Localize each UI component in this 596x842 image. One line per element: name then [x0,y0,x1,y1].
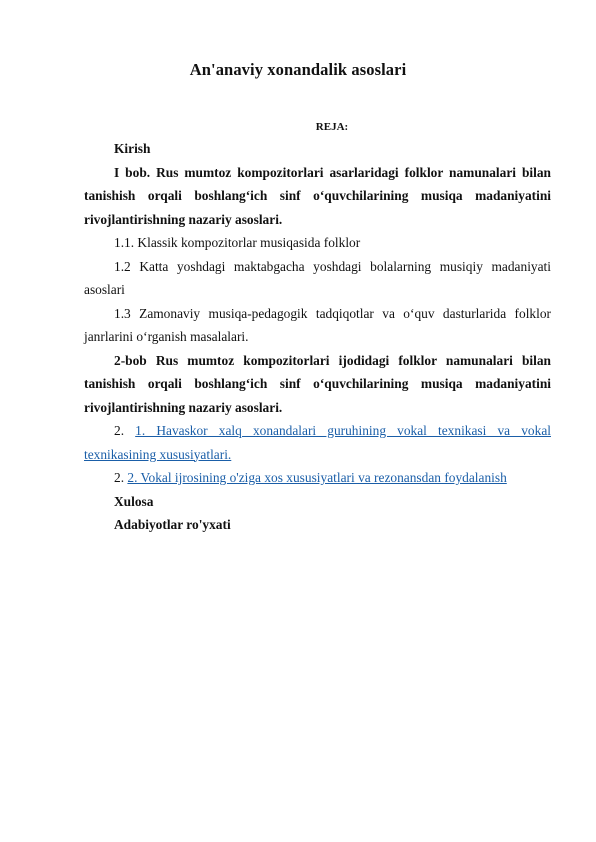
section-2-2-link[interactable]: 2. Vokal ijrosining o'ziga xos xususiyatlari va rezonansdan foydalanish [127,470,507,485]
plan-item-references: Adabiyotlar ro'yxati [114,517,231,532]
plan-item-chapter-1: I bob. Rus mumtoz kompozitorlari asarlaridagi folklor namunalari bilan tanishish orqali boshlang‘ich sinf o‘quvchilarining musiqa madaniyatini rivojlantirishning nazariy asoslari. [84,164,551,227]
plan-heading: REJA: [315,121,349,133]
plan-item-intro: Kirish [114,141,151,156]
plan-item-conclusion: Xulosa [114,493,154,509]
plan-item-section-2-1 [84,419,551,466]
plan-item-chapter-2: 2-bob Rus mumtoz kompozitorlari ijodidagi folklor namunalari bilan tanishish orqali boshlang‘ich sinf o‘quvchilarining musiqa madaniyatini rivojlantirishning nazariy asoslari. [84,352,551,415]
section-2-1-prefix: 2. [114,423,125,438]
plan-list [84,137,551,537]
plan-item-section-1-1: 1.1. Klassik kompozitorlar musiqasida folklor [114,235,361,250]
section-2-1-link[interactable]: 1. Havaskor xalq xonandalari guruhining vokal texnikasi va vokal texnikasining xususiyatlari. [84,423,551,462]
plan-item-section-1-3: 1.3 Zamonaviy musiqa-pedagogik tadqiqotlar va o‘quv dasturlarida folklor janrlarini o‘rganish masalalari. [84,305,551,344]
plan-item-section-2-2 [84,466,551,490]
section-2-2-prefix: 2. [114,470,125,485]
plan-item-section-1-2: 1.2 Katta yoshdagi maktabgacha yoshdagi bolalarning musiqiy madaniyati asoslari [84,258,551,297]
page-title: An'anaviy xonandalik asoslari [189,60,407,79]
